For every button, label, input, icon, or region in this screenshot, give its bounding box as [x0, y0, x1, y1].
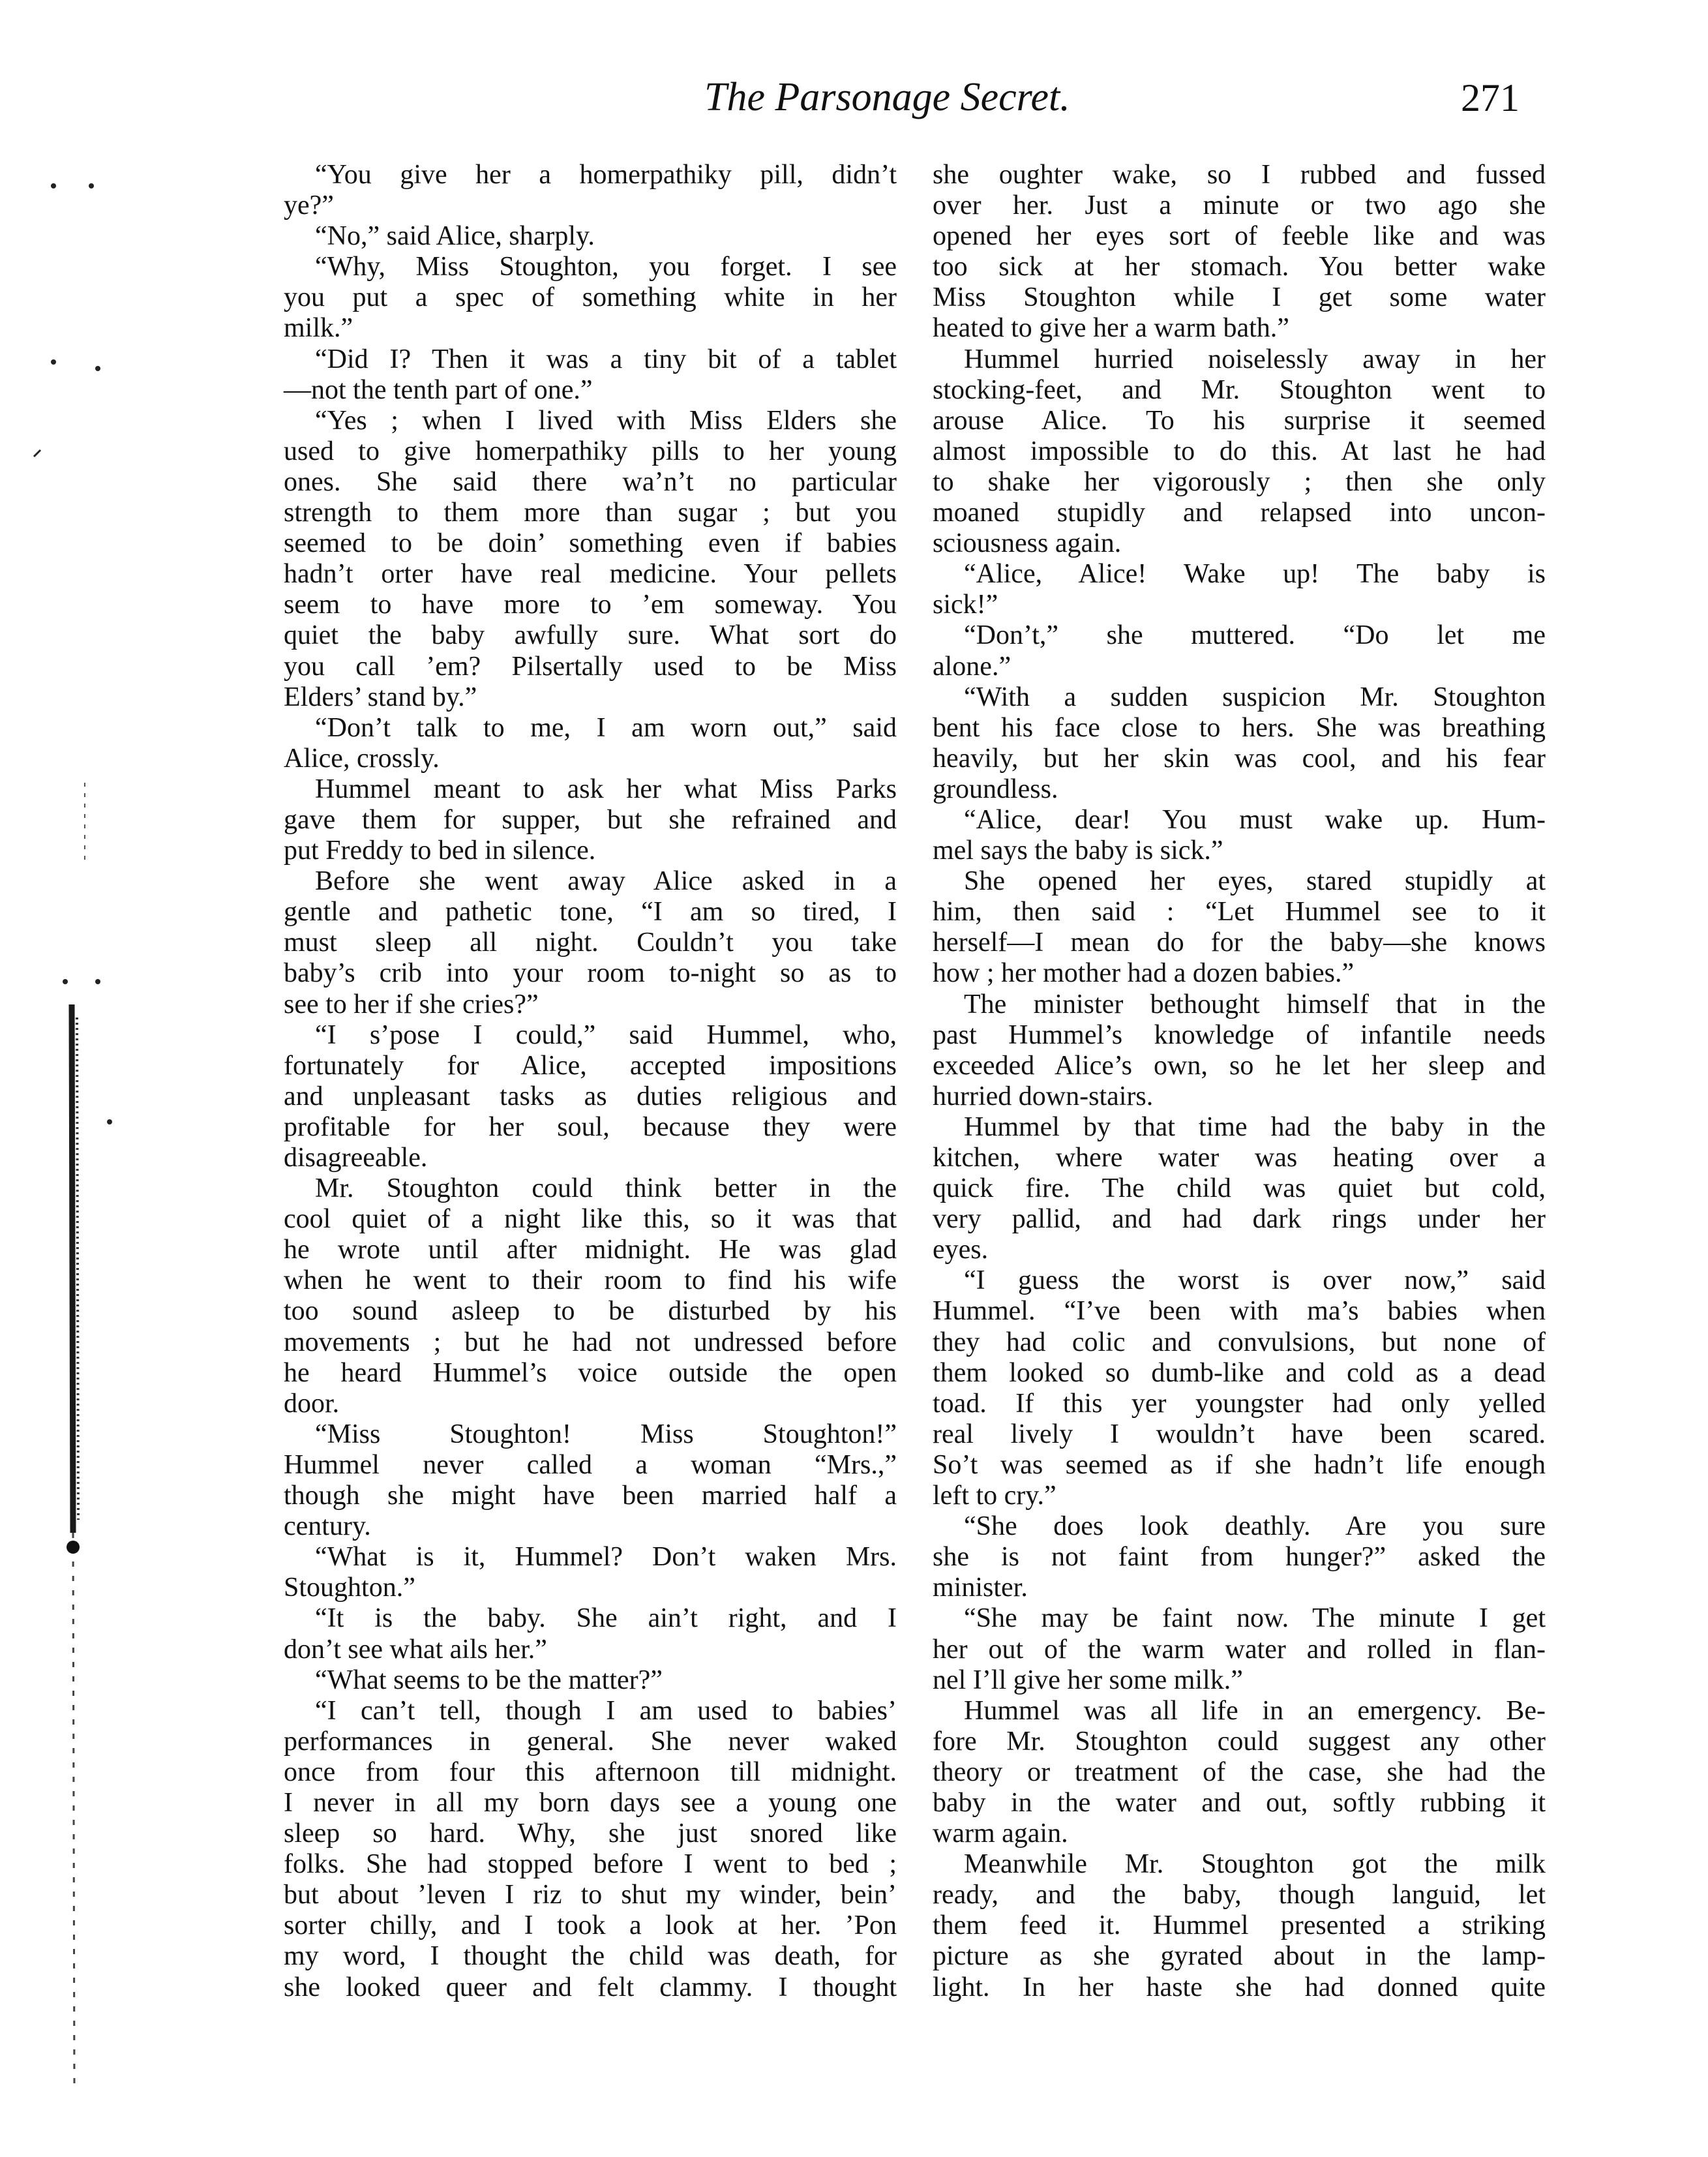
- text-line: hurried down-stairs.: [933, 1081, 1154, 1111]
- text-line: alone.”: [933, 651, 1011, 682]
- text-line: stocking-feet, and Mr. Stoughton went to: [933, 374, 1546, 405]
- text-line: theory or treatment of the case, she had the: [933, 1757, 1546, 1787]
- text-line: her out of the warm water and rolled in flan-: [933, 1634, 1546, 1665]
- text-line: moaned stupidly and relapsed into uncon-: [933, 498, 1546, 528]
- text-line: gentle and pathetic tone, “I am so tired, I: [284, 897, 897, 928]
- text-line: Hummel hurried noiselessly away in her: [964, 344, 1546, 374]
- text-line: “I guess the worst is over now,” said: [964, 1265, 1546, 1296]
- text-line: arouse Alice. To his surprise it seemed: [933, 405, 1546, 436]
- text-line: profitable for her soul, because they were: [284, 1111, 897, 1142]
- text-line: “Did I? Then it was a tiny bit of a tablet: [315, 344, 897, 374]
- left-text-column: [284, 160, 897, 2003]
- text-line: fore Mr. Stoughton could suggest any other: [933, 1726, 1546, 1757]
- text-line: I never in all my born days see a young one: [284, 1787, 897, 1818]
- text-line: you put a spec of something white in her: [284, 282, 897, 313]
- text-line: he wrote until after midnight. He was glad: [284, 1235, 897, 1265]
- text-line: bent his face close to hers. She was breathing: [933, 712, 1546, 743]
- text-line: Hummel never called a woman “Mrs.,”: [284, 1449, 897, 1480]
- text-line: him, then said : “Let Hummel see to it: [933, 897, 1546, 928]
- text-line: “Miss Stoughton! Miss Stoughton!”: [315, 1419, 897, 1449]
- text-line: sorter chilly, and I took a look at her. ’Pon: [284, 1910, 897, 1941]
- text-line: So’t was seemed as if she hadn’t life enough: [933, 1449, 1546, 1480]
- text-line: heavily, but her skin was cool, and his fear: [933, 743, 1546, 774]
- text-line: She opened her eyes, stared stupidly at: [964, 866, 1546, 897]
- text-line: fortunately for Alice, accepted impositions: [284, 1050, 897, 1081]
- text-line: kitchen, where water was heating over a: [933, 1143, 1546, 1173]
- text-line: quiet the baby awfully sure. What sort do: [284, 620, 897, 651]
- text-line: “I s’pose I could,” said Hummel, who,: [315, 1019, 897, 1050]
- text-line: though she might have been married half a: [284, 1481, 897, 1511]
- text-line: opened her eyes sort of feeble like and was: [933, 221, 1546, 252]
- text-line: he heard Hummel’s voice outside the open: [284, 1357, 897, 1388]
- text-line: ye?”: [284, 190, 334, 221]
- text-line: when he went to their room to find his wife: [284, 1265, 897, 1296]
- text-line: very pallid, and had dark rings under her: [933, 1204, 1546, 1235]
- text-line: movements ; but he had not undressed before: [284, 1327, 897, 1357]
- text-line: she looked queer and felt clammy. I thought: [284, 1972, 897, 2002]
- text-line: century.: [284, 1511, 371, 1542]
- text-line: once from four this afternoon till midnight.: [284, 1757, 897, 1787]
- text-line: milk.”: [284, 313, 353, 344]
- text-line: The minister bethought himself that in the: [964, 989, 1546, 1019]
- text-line: ready, and the baby, though languid, let: [933, 1880, 1546, 1910]
- text-line: “Yes ; when I lived with Miss Elders she: [315, 405, 897, 436]
- text-line: strength to them more than sugar ; but you: [284, 498, 897, 528]
- text-line: “It is the baby. She ain’t right, and I: [315, 1603, 897, 1634]
- text-line: disagreeable.: [284, 1143, 428, 1173]
- text-line: they had colic and convulsions, but none of: [933, 1327, 1546, 1357]
- text-line: nel I’ll give her some milk.”: [933, 1665, 1243, 1695]
- text-line: —not the tenth part of one.”: [284, 374, 593, 405]
- text-line: real lively I wouldn’t have been scared.: [933, 1419, 1546, 1449]
- text-line: Alice, crossly.: [284, 743, 440, 774]
- text-line: but about ’leven I riz to shut my winder, bein’: [284, 1880, 897, 1910]
- text-line: my word, I thought the child was death, for: [284, 1941, 897, 1972]
- text-line: Elders’ stand by.”: [284, 682, 477, 712]
- text-line: past Hummel’s knowledge of infantile needs: [933, 1019, 1546, 1050]
- text-line: too sick at her stomach. You better wake: [933, 252, 1546, 282]
- text-line: toad. If this yer youngster had only yelled: [933, 1388, 1546, 1419]
- text-line: “Alice, Alice! Wake up! The baby is: [964, 559, 1546, 590]
- text-line: Before she went away Alice asked in a: [315, 866, 897, 897]
- text-line: eyes.: [933, 1235, 989, 1265]
- text-line: minister.: [933, 1573, 1028, 1603]
- text-line: light. In her haste she had donned quite: [933, 1972, 1546, 2002]
- text-line: heated to give her a warm bath.”: [933, 313, 1289, 344]
- text-line: must sleep all night. Couldn’t you take: [284, 928, 897, 958]
- text-line: “No,” said Alice, sharply.: [315, 221, 595, 252]
- text-line: too sound asleep to be disturbed by his: [284, 1296, 897, 1327]
- text-line: put Freddy to bed in silence.: [284, 836, 596, 866]
- text-line: folks. She had stopped before I went to bed ;: [284, 1849, 897, 1880]
- text-line: “Don’t talk to me, I am worn out,” said: [315, 712, 897, 743]
- text-line: hadn’t orter have real medicine. Your pellets: [284, 559, 897, 590]
- text-line: cool quiet of a night like this, so it was that: [284, 1204, 897, 1235]
- text-line: “She does look deathly. Are you sure: [964, 1511, 1546, 1542]
- text-line: baby in the water and out, softly rubbing it: [933, 1787, 1546, 1818]
- scan-edge-marks: [0, 0, 196, 2157]
- text-line: quick fire. The child was quiet but cold,: [933, 1173, 1546, 1204]
- text-line: Hummel. “I’ve been with ma’s babies when: [933, 1296, 1546, 1327]
- text-line: see to her if she cries?”: [284, 989, 539, 1019]
- text-line: she is not faint from hunger?” asked the: [933, 1542, 1546, 1573]
- text-line: “I can’t tell, though I am used to babies’: [315, 1695, 897, 1726]
- text-line: how ; her mother had a dozen babies.”: [933, 958, 1355, 989]
- page-number: 271: [1461, 76, 1520, 119]
- text-line: “With a sudden suspicion Mr. Stoughton: [964, 682, 1546, 712]
- text-line: ones. She said there wa’n’t no particular: [284, 466, 897, 497]
- running-title: The Parsonage Secret.: [704, 75, 1070, 119]
- text-line: door.: [284, 1388, 340, 1419]
- text-line: “Why, Miss Stoughton, you forget. I see: [315, 252, 897, 282]
- text-line: baby’s crib into your room to-night so as to: [284, 958, 897, 989]
- text-line: them feed it. Hummel presented a striking: [933, 1910, 1546, 1941]
- text-line: almost impossible to do this. At last he had: [933, 436, 1546, 466]
- text-line: groundless.: [933, 774, 1058, 804]
- text-line: warm again.: [933, 1818, 1068, 1849]
- right-text-column: [933, 160, 1546, 2003]
- text-line: “You give her a homerpathiky pill, didn’t: [315, 160, 897, 190]
- text-line: them looked so dumb-like and cold as a dead: [933, 1357, 1546, 1388]
- text-line: left to cry.”: [933, 1481, 1056, 1511]
- text-line: picture as she gyrated about in the lamp-: [933, 1941, 1546, 1972]
- text-line: used to give homerpathiky pills to her young: [284, 436, 897, 466]
- text-line: Hummel meant to ask her what Miss Parks: [315, 774, 897, 804]
- text-line: and unpleasant tasks as duties religious and: [284, 1081, 897, 1111]
- text-line: seemed to be doin’ something even if babies: [284, 528, 897, 559]
- text-line: “What is it, Hummel? Don’t waken Mrs.: [315, 1542, 897, 1573]
- text-line: “What seems to be the matter?”: [315, 1665, 663, 1695]
- text-line: “She may be faint now. The minute I get: [964, 1603, 1546, 1634]
- text-line: don’t see what ails her.”: [284, 1634, 547, 1665]
- text-line: Miss Stoughton while I get some water: [933, 282, 1546, 313]
- text-line: Stoughton.”: [284, 1573, 415, 1603]
- text-line: mel says the baby is sick.”: [933, 836, 1223, 866]
- text-line: exceeded Alice’s own, so he let her sleep and: [933, 1050, 1546, 1081]
- text-line: performances in general. She never waked: [284, 1726, 897, 1757]
- text-line: you call ’em? Pilsertally used to be Miss: [284, 651, 897, 682]
- text-line: herself—I mean do for the baby—she knows: [933, 928, 1546, 958]
- text-line: to shake her vigorously ; then she only: [933, 466, 1546, 497]
- text-line: Hummel was all life in an emergency. Be-: [964, 1695, 1546, 1726]
- text-line: over her. Just a minute or two ago she: [933, 190, 1546, 221]
- text-line: sciousness again.: [933, 528, 1122, 559]
- text-line: “Don’t,” she muttered. “Do let me: [964, 620, 1546, 651]
- text-line: she oughter wake, so I rubbed and fussed: [933, 160, 1546, 190]
- text-line: Mr. Stoughton could think better in the: [315, 1173, 897, 1204]
- text-line: sleep so hard. Why, she just snored like: [284, 1818, 897, 1849]
- text-line: sick!”: [933, 590, 998, 620]
- text-line: “Alice, dear! You must wake up. Hum-: [964, 804, 1546, 835]
- text-line: gave them for supper, but she refrained and: [284, 804, 897, 835]
- text-line: seem to have more to ’em someway. You: [284, 590, 897, 620]
- text-line: Hummel by that time had the baby in the: [964, 1111, 1546, 1142]
- text-line: Meanwhile Mr. Stoughton got the milk: [964, 1849, 1546, 1880]
